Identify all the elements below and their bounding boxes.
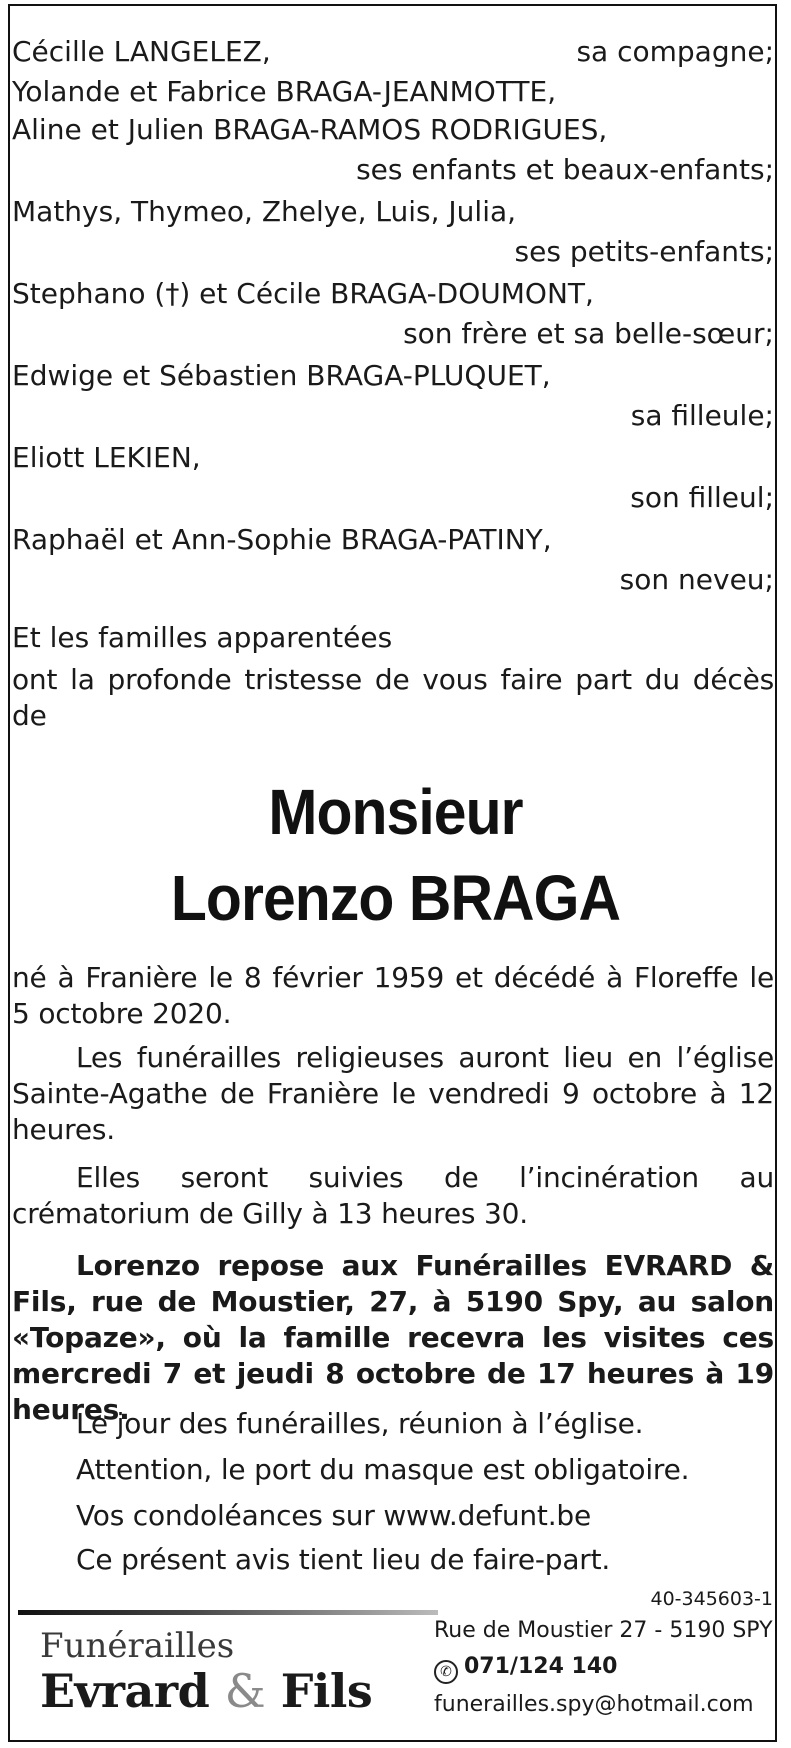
mask-info: Attention, le port du masque est obligatoire. (76, 1453, 690, 1486)
family-name: Stephano (†) et Cécile BRAGA-DOUMONT, (12, 277, 594, 310)
family-relation: ses petits-enfants; (514, 235, 774, 268)
family-relation: sa compagne; (576, 35, 774, 68)
title-civility: Monsieur (268, 776, 523, 848)
announcement: ont la profonde tristesse de vous faire part du décès de (12, 663, 774, 732)
meeting-info: Le jour des funérailles, réunion à l’église. (76, 1407, 644, 1440)
family-row-companion (12, 34, 774, 70)
funeral-home-phone (434, 1652, 617, 1684)
family-relation: son frère et sa belle-sœur; (403, 317, 774, 350)
family-name: Edwige et Sébastien BRAGA-PLUQUET, (12, 359, 551, 392)
funeral-home-name-part1: Evrard (40, 1664, 210, 1718)
birth-death: né à Franière le 8 février 1959 et décédé à Floreffe le 5 octobre 2020. (12, 961, 774, 1030)
family-relation: son filleul; (630, 481, 774, 514)
family-name: Mathys, Thymeo, Zhelye, Luis, Julia, (12, 195, 517, 228)
funeral-info: Les funérailles religieuses auront lieu en l’église Sainte-Agathe de Franière le vendredi 9 octobre à 12 heures. (12, 1041, 774, 1146)
family-name: Aline et Julien BRAGA-RAMOS RODRIGUES, (12, 113, 608, 146)
family-name: Yolande et Fabrice BRAGA-JEANMOTTE, (12, 75, 557, 108)
family-relation: sa filleule; (630, 399, 774, 432)
cremation-info: Elles seront suivies de l’incinération au crématorium de Gilly à 13 heures 30. (12, 1161, 774, 1230)
family-relation: ses enfants et beaux-enfants; (356, 153, 774, 186)
condolences-info: Vos condoléances sur www.defunt.be (76, 1499, 592, 1532)
funeral-home-name (40, 1664, 372, 1718)
funeral-home-name-part2: Fils (280, 1664, 373, 1718)
notice-info: Ce présent avis tient lieu de faire-part. (76, 1543, 611, 1576)
family-relation: son neveu; (619, 563, 774, 596)
phone-icon: ✆ (434, 1660, 458, 1684)
family-name: Cécille LANGELEZ, (12, 35, 271, 68)
visit-info: Lorenzo repose aux Funérailles EVRARD & Fils, rue de Moustier, 27, à 5190 Spy, au salon «Topaze», où la famille recevra les visites ces mercredi 7 et jeudi 8 octobre de 17 heures à 19 heures. (12, 1249, 774, 1426)
families-line: Et les familles apparentées (12, 621, 393, 654)
footer-rule (18, 1610, 438, 1615)
family-name: Eliott LEKIEN, (12, 441, 201, 474)
funeral-home-email: funerailles.spy@hotmail.com (434, 1692, 754, 1717)
title-name: Lorenzo BRAGA (170, 862, 621, 934)
family-name: Raphaël et Ann-Sophie BRAGA-PATINY, (12, 523, 552, 556)
reference-number: 40-345603-1 (650, 1588, 773, 1610)
funeral-home-ampersand: & (224, 1664, 266, 1718)
funeral-home-label: Funérailles (40, 1626, 235, 1666)
phone-number: 071/124 140 (464, 1654, 618, 1679)
funeral-home-address: Rue de Moustier 27 - 5190 SPY (434, 1618, 773, 1643)
